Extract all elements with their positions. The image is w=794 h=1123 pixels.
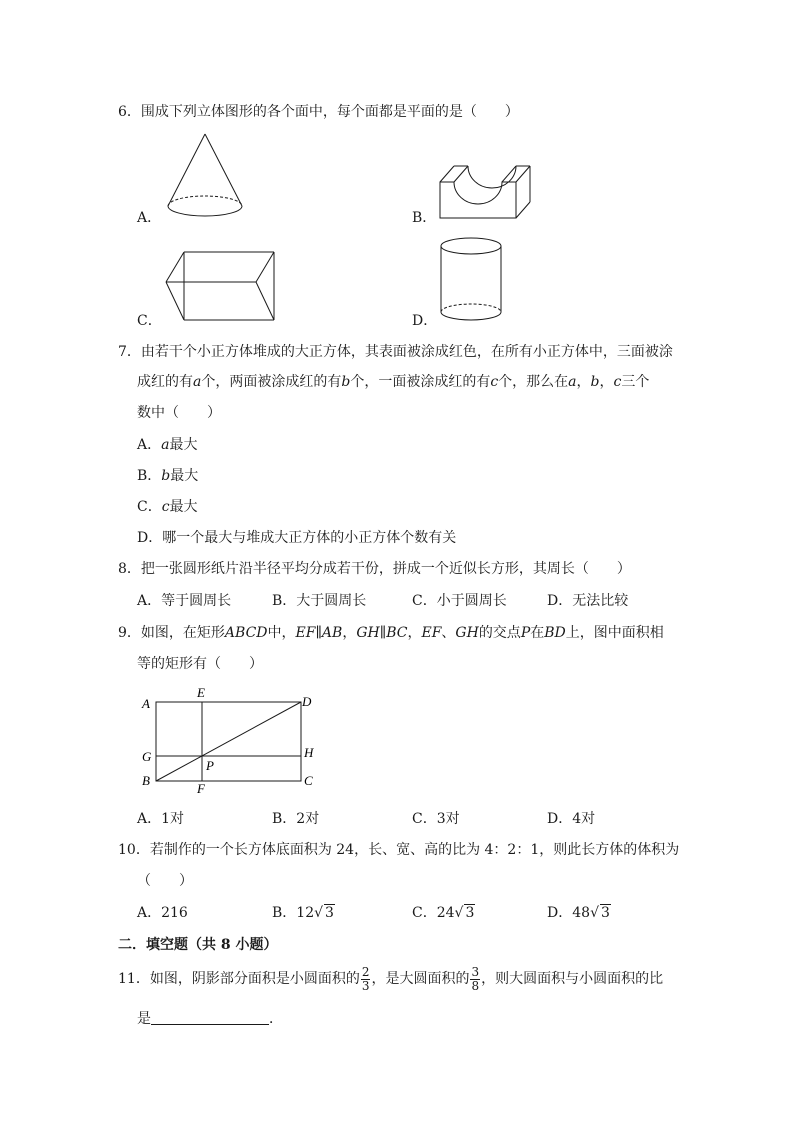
q10-option-b[interactable]: B．12√ 3	[272, 905, 334, 921]
q10-line-1: 10．若制作的一个长方体底面积为 24，长、宽、高的比为 4：2：1，则此长方体的体积为	[118, 842, 680, 858]
q6-option-c[interactable]: C．	[137, 313, 162, 329]
q10-option-a[interactable]: A．216	[137, 905, 188, 921]
q7-line-2: 成红的有a个，两面被涂成红的有b个，一面被涂成红的有c个，那么在a，b，c三个	[137, 374, 650, 390]
fraction-three-eighths: $\frac{3}{8}$	[471, 964, 480, 993]
q8-option-b[interactable]: B．大于圆周长	[272, 593, 367, 609]
channel-block-figure	[436, 152, 536, 222]
label-b: B	[142, 773, 150, 788]
q7-option-a[interactable]: A．a最大	[137, 437, 198, 453]
fraction-two-thirds: $\frac{2}{3}$	[361, 964, 370, 993]
rectangle-abcd-figure	[138, 684, 328, 796]
q8-option-a[interactable]: A．等于圆周长	[137, 593, 232, 609]
label-g: G	[142, 749, 152, 764]
q8-option-c[interactable]: C．小于圆周长	[412, 593, 507, 609]
q11-line-1: 11．如图，阴影部分面积是小圆面积的 $\frac{2}{3}$ ，是大圆面积的 $\frac{3}{8}$ ，则大圆面积与小圆面积的比	[118, 964, 664, 993]
q11-line-2: 是 ．	[137, 1008, 283, 1029]
section-fill-in-blank-heading: 二．填空题（共 8 小题）	[118, 937, 278, 953]
label-f: F	[197, 781, 205, 796]
q7-line-1: 7．由若干个小正方体堆成的大正方体，其表面被涂成红色，在所有小正方体中，三面被涂	[118, 344, 673, 360]
q6-option-b[interactable]: B．	[412, 210, 437, 226]
q8-stem: 8．把一张圆形纸片沿半径平均分成若干份，拼成一个近似长方形，其周长（ ）	[118, 561, 631, 577]
label-e: E	[197, 685, 205, 700]
cone-figure	[160, 130, 250, 222]
q9-option-c[interactable]: C．3对	[412, 811, 460, 827]
label-h: H	[304, 745, 314, 760]
triangular-prism-figure	[160, 246, 280, 326]
q10-option-d[interactable]: D．48√ 3	[547, 905, 610, 921]
q10-option-c[interactable]: C．24√ 3	[412, 905, 475, 921]
q9-line-2: 等的矩形有（ ）	[137, 656, 263, 672]
q6-option-d[interactable]: D．	[412, 313, 438, 329]
q7-option-c[interactable]: C．c最大	[137, 499, 198, 515]
q6-stem: 6．围成下列立体图形的各个面中，每个面都是平面的是（ ）	[118, 104, 519, 120]
q7-line-3: 数中（ ）	[137, 405, 221, 421]
q7-var-c: c	[490, 374, 499, 390]
q7-var-b: b	[341, 374, 351, 390]
q10-line-2: （ ）	[137, 873, 193, 889]
label-a: A	[142, 696, 150, 711]
q9-option-d[interactable]: D．4对	[547, 811, 596, 827]
q11-answer-blank[interactable]	[151, 1008, 269, 1025]
label-d: D	[302, 694, 312, 709]
q9-line-1: 9．如图，在矩形ABCD中，EF∥AB，GH∥BC，EF、GH的交点P在BD上，图中面积相	[118, 625, 664, 641]
q7-option-b[interactable]: B．b最大	[137, 468, 199, 484]
label-c: C	[304, 773, 313, 788]
cylinder-figure	[438, 236, 508, 328]
q9-option-a[interactable]: A．1对	[137, 811, 185, 827]
q7-var-a: a	[193, 374, 202, 390]
label-p: P	[206, 758, 214, 773]
q9-option-b[interactable]: B．2对	[272, 811, 320, 827]
q7-option-d[interactable]: D．哪一个最大与堆成大正方体的小正方体个数有关	[137, 530, 457, 546]
q6-option-a[interactable]: A．	[137, 210, 162, 226]
q8-option-d[interactable]: D．无法比较	[547, 593, 629, 609]
